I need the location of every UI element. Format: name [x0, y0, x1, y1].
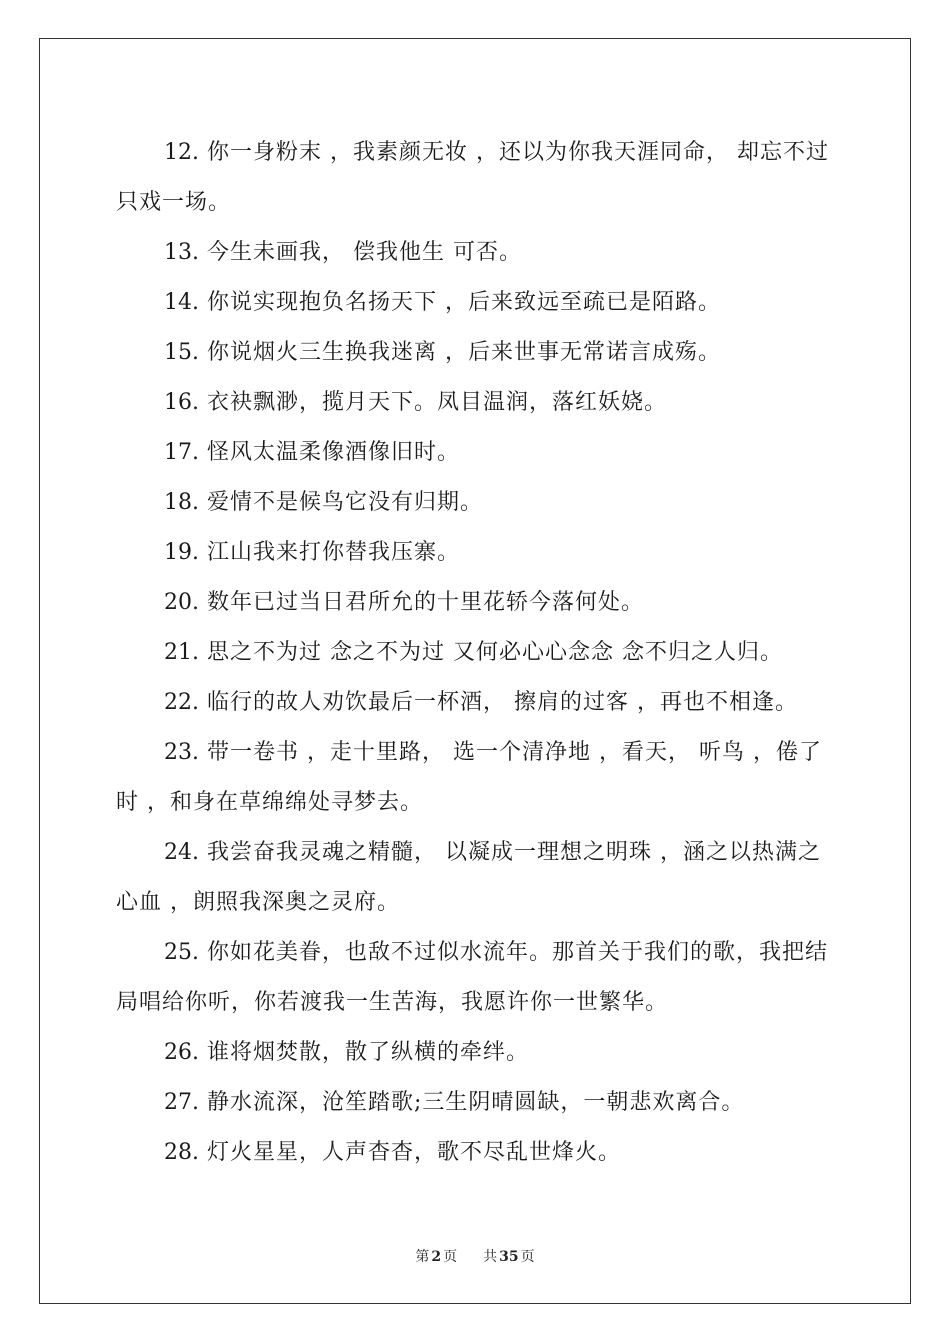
list-item: [116, 128, 836, 228]
item-text: 衣袂飘渺，揽月天下。凤目温润，落红妖娆。: [207, 390, 668, 415]
item-text: 灯火星星，人声杳杳，歌不尽乱世烽火。: [207, 1140, 622, 1165]
list-item: [116, 428, 836, 478]
list-item: [116, 528, 836, 578]
item-text: 数年已过当日君所允的十里花轿今落何处。: [207, 590, 645, 615]
item-text: 怪风太温柔像酒像旧时。: [207, 440, 461, 465]
item-text: 你说实现抱负名扬天下 ，后来致远至疏已是陌路。: [207, 290, 721, 315]
item-text: 思之不为过 念之不为过 又何必心心念念 念不归之人归。: [207, 640, 783, 665]
list-item: [116, 628, 836, 678]
item-number: 12.: [164, 140, 199, 165]
list-item: [116, 678, 836, 728]
item-number: 17.: [164, 440, 199, 465]
list-item: [116, 328, 836, 378]
item-number: 25.: [164, 940, 199, 965]
item-number: 20.: [164, 590, 199, 615]
item-number: 28.: [164, 1140, 199, 1165]
page-footer: [0, 1246, 950, 1266]
item-text: 静水流深，沧笙踏歌;三生阴晴圆缺，一朝悲欢离合。: [207, 1090, 745, 1115]
item-text: 谁将烟焚散，散了纵横的牵绊。: [207, 1040, 530, 1065]
item-number: 19.: [164, 540, 199, 565]
item-number: 18.: [164, 490, 199, 515]
item-number: 14.: [164, 290, 199, 315]
item-text: 临行的故人劝饮最后一杯酒， 擦肩的过客 ，再也不相逢。: [207, 690, 798, 715]
item-text: 你说烟火三生换我迷离 ，后来世事无常诺言成殇。: [207, 340, 721, 365]
list-item: [116, 728, 836, 828]
item-number: 24.: [164, 840, 199, 865]
page-total: 共 35 页: [483, 1249, 535, 1265]
list-item: [116, 378, 836, 428]
item-text: 你一身粉末 ，我素颜无妆 ，还以为你我天涯同命， 却忘不过只戏一场。: [116, 140, 829, 215]
page-number: 第 2 页: [415, 1249, 458, 1265]
list-item: [116, 278, 836, 328]
item-number: 27.: [164, 1090, 199, 1115]
list-item: [116, 828, 836, 928]
item-number: 26.: [164, 1040, 199, 1065]
item-number: 13.: [164, 240, 199, 265]
list-item: [116, 1128, 836, 1178]
item-text: 爱情不是候鸟它没有归期。: [207, 490, 484, 515]
item-text: 你如花美眷，也敌不过似水流年。那首关于我们的歌，我把结局唱给你听，你若渡我一生苦海，我愿许你一世繁华。: [116, 940, 829, 1015]
list-item: [116, 928, 836, 1028]
list-item: [116, 1078, 836, 1128]
item-number: 16.: [164, 390, 199, 415]
item-number: 21.: [164, 640, 199, 665]
item-number: 23.: [164, 740, 199, 765]
item-text: 江山我来打你替我压寨。: [207, 540, 461, 565]
list-item: [116, 478, 836, 528]
item-number: 22.: [164, 690, 199, 715]
document-body: [116, 128, 836, 1178]
list-item: [116, 1028, 836, 1078]
item-text: 我尝奋我灵魂之精髓， 以凝成一理想之明珠 ，涵之以热满之心血 ，朗照我深奥之灵府。: [116, 840, 821, 915]
item-number: 15.: [164, 340, 199, 365]
item-text: 今生未画我， 偿我他生 可否。: [207, 240, 522, 265]
list-item: [116, 228, 836, 278]
list-item: [116, 578, 836, 628]
item-text: 带一卷书 ，走十里路， 选一个清净地 ，看天， 听鸟 ，倦了时 ，和身在草绵绵处寻梦去。: [116, 740, 822, 815]
